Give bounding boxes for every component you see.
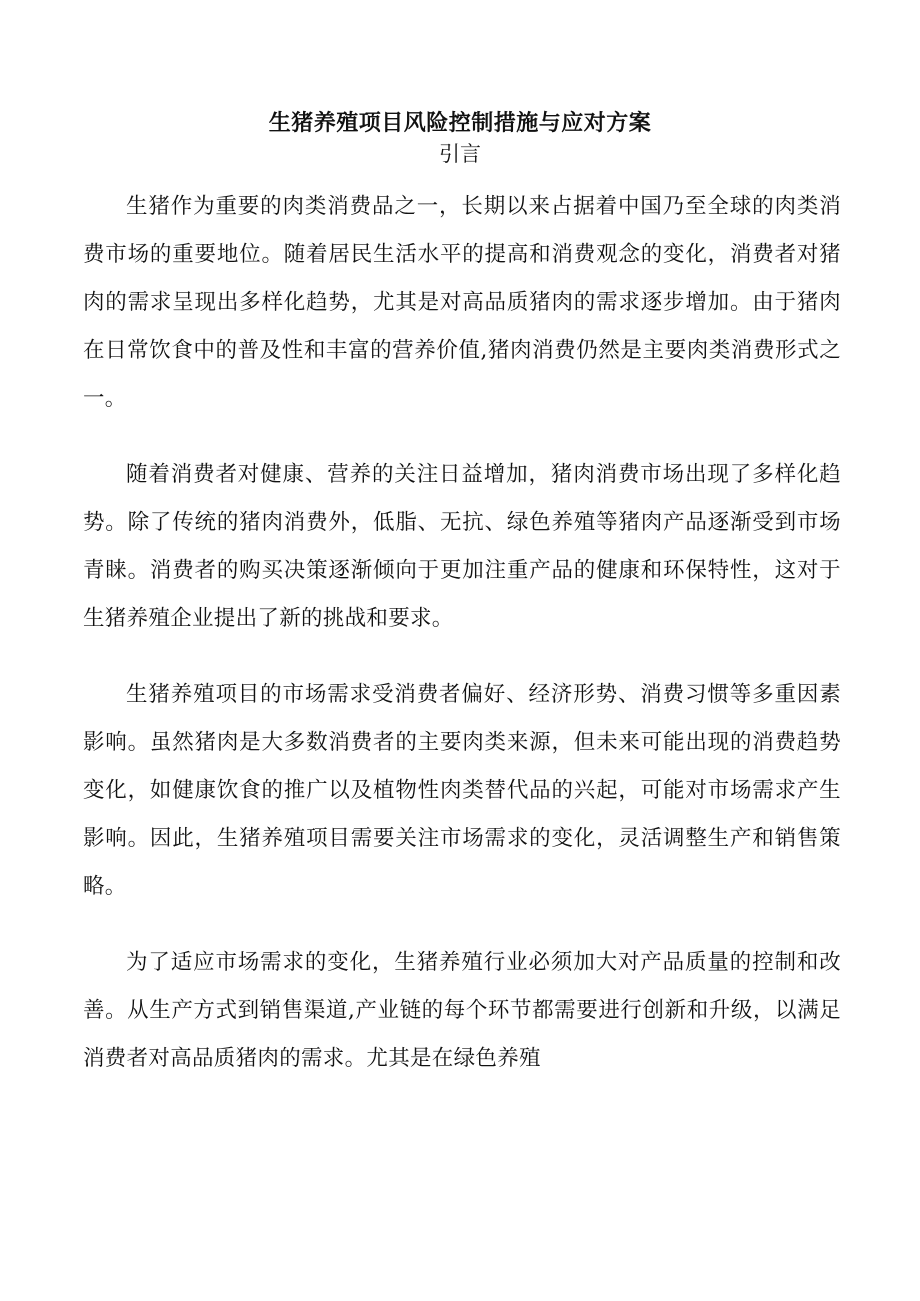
paragraph-4: 为了适应市场需求的变化，生猪养殖行业必须加大对产品质量的控制和改善。从生产方式到销售渠道,产业链的每个环节都需要进行创新和升级，以满足消费者对高品质猪肉的需求。尤其是在绿色养殖 [83, 950, 841, 1071]
document-title: 生猪养殖项目风险控制措施与应对方案 [268, 110, 652, 136]
paragraph-1: 生猪作为重要的肉类消费品之一，长期以来占据着中国乃至全球的肉类消费市场的重要地位。随着居民生活水平的提高和消费观念的变化，消费者对猪肉的需求呈现出多样化趋势，尤其是对高品质猪肉的需求逐步增加。由于猪肉在日常饮食中的普及性和丰富的营养价值,猪肉消费仍然是主要肉类消费形式之一。 [83, 194, 841, 411]
section-heading: 引言 [439, 142, 481, 166]
paragraph-3: 生猪养殖项目的市场需求受消费者偏好、经济形势、消费习惯等多重因素影响。虽然猪肉是大多数消费者的主要肉类来源，但未来可能出现的消费趋势变化，如健康饮食的推广以及植物性肉类替代品的兴起，可能对市场需求产生影响。因此，生猪养殖项目需要关注市场需求的变化，灵活调整生产和销售策略。 [83, 682, 841, 899]
document-body [83, 183, 841, 1111]
paragraph-2: 随着消费者对健康、营养的关注日益增加，猪肉消费市场出现了多样化趋势。除了传统的猪肉消费外，低脂、无抗、绿色养殖等猪肉产品逐渐受到市场青睐。消费者的购买决策逐渐倾向于更加注重产品的健康和环保特性，这对于生猪养殖企业提出了新的挑战和要求。 [83, 462, 841, 631]
